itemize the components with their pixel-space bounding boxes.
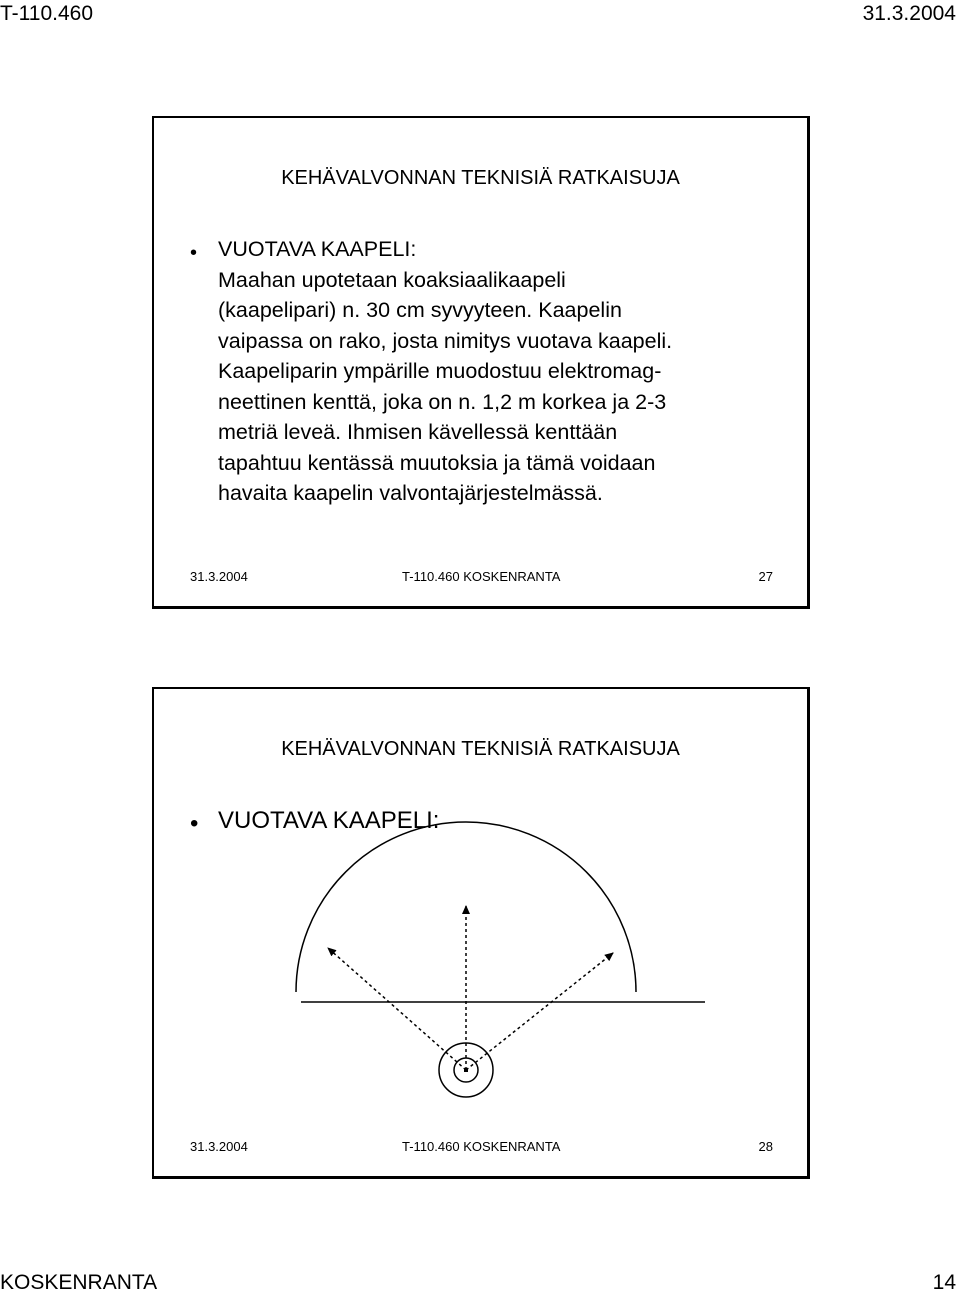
body-line: havaita kaapelin valvontajärjestelmässä. [218,481,603,505]
body-line: vaipassa on rako, josta nimitys vuotava kaapeli. [218,328,673,353]
slide-number: 27 [758,569,773,584]
slide-footer-author: T-110.460 KOSKENRANTA [402,1139,561,1154]
page-header-date: 31.3.2004 [862,2,956,25]
page-header-course-code: T-110.460 [0,2,94,25]
slide-title: KEHÄVALVONNAN TEKNISIÄ RATKAISUJA [281,738,680,760]
body-line: (kaapelipari) n. 30 cm syvyyteen. Kaapelin [218,298,622,322]
slide-heading: VUOTAVA KAAPELI: [218,807,440,834]
bullet-icon: • [190,810,199,837]
slide-number: 28 [758,1139,773,1154]
leaky-cable-diagram [154,689,807,1176]
body-line: neettinen kenttä, joka on n. 1,2 m korkea ja 2-3 [218,389,667,414]
bullet-icon: • [190,242,198,264]
slide-footer-date: 31.3.2004 [190,1139,248,1154]
page-number: 14 [932,1271,956,1294]
slide-body-text [218,234,787,509]
body-line: Kaapeliparin ympärille muodostuu elektromag- [218,359,662,383]
body-line: tapahtuu kentässä muutoksia ja tämä voidaan [218,450,656,475]
slide-title: KEHÄVALVONNAN TEKNISIÄ RATKAISUJA [281,167,680,189]
field-arrow-right [466,953,613,1070]
slide-28 [152,687,810,1179]
slide-footer-date: 31.3.2004 [190,569,248,584]
slide-27 [152,116,810,609]
page-footer-author: KOSKENRANTA [0,1271,158,1294]
body-line: Maahan upotetaan koaksiaalikaapeli [218,267,566,292]
body-line: VUOTAVA KAAPELI: [218,237,417,261]
slide-footer-author: T-110.460 KOSKENRANTA [402,569,561,584]
body-line: metriä leveä. Ihmisen kävellessä kenttään [218,420,618,444]
